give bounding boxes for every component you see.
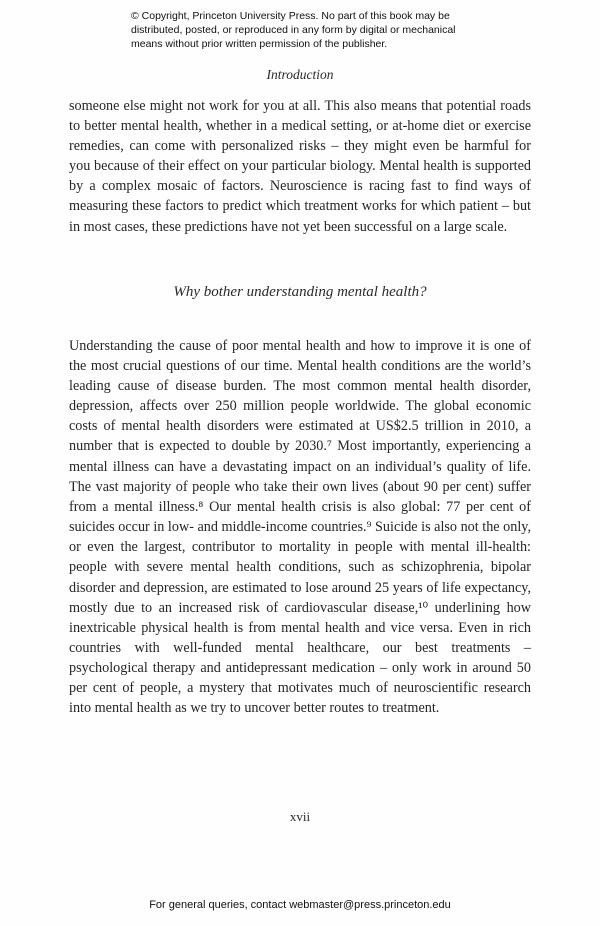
page-number: xvii bbox=[289, 809, 311, 824]
running-header: Introduction bbox=[266, 66, 334, 82]
copyright-notice: © Copyright, Princeton University Press. No part of this book may be distributed, posted, or reproduced in any form by digital or mechanical means without prior written permission of the publisher. bbox=[131, 10, 456, 50]
paragraph-1: someone else might not work for you at all. This also means that potential roads to better mental health, whether in a medical setting, or at-home diet or exercise remedies, can come with personalized risks – they might even be harmful for you because of their effect on your particular biology. Mental health is supported by a complex mosaic of factors. Neuroscience is racing fast to find ways of measuring these factors to predict which treatment works for which patient – but in most cases, these predictions have not yet been successful on a large scale. bbox=[69, 97, 531, 235]
paragraph-2: Understanding the cause of poor mental health and how to improve it is one of the most crucial questions of our time. Mental health conditions are the world’s leading cause of disease burden. The most common mental health disorder, depression, affects over 250 million people worldwide. The global economic costs of mental health disorders were estimated at US$2.5 trillion in 2010, a number that is expected to double by 2030.⁷ Most importantly, experiencing a mental illness can have a devastating impact on an individual’s quality of life. The vast majority of people who take their own lives (about 90 per cent) suffer from a mental illness.⁸ Our mental health crisis is also global: 77 per cent of suicides occur in low- and middle-income countries.⁹ Suicide is also not the only, or even the largest, contributor to mortality in people with mental ill-health: people with severe mental health conditions, such as schizophrenia, bipolar disorder and depression, are estimated to lose around 25 years of life expectancy, mostly due to an increased risk of cardiovascular disease,¹⁰ underlining how inextricable physical health is from mental health and vice versa. Even in rich countries with well-funded mental healthcare, our best treatments – psychological therapy and antidepressant medication – only work in around 50 per cent of people, a mystery that motivates much of neuroscientific research into mental health as we try to uncover better routes to treatment. bbox=[69, 337, 531, 717]
footer-contact-note: For general queries, contact webmaster@press.princeton.edu bbox=[149, 899, 451, 911]
section-heading: Why bother understanding mental health? bbox=[173, 283, 427, 300]
